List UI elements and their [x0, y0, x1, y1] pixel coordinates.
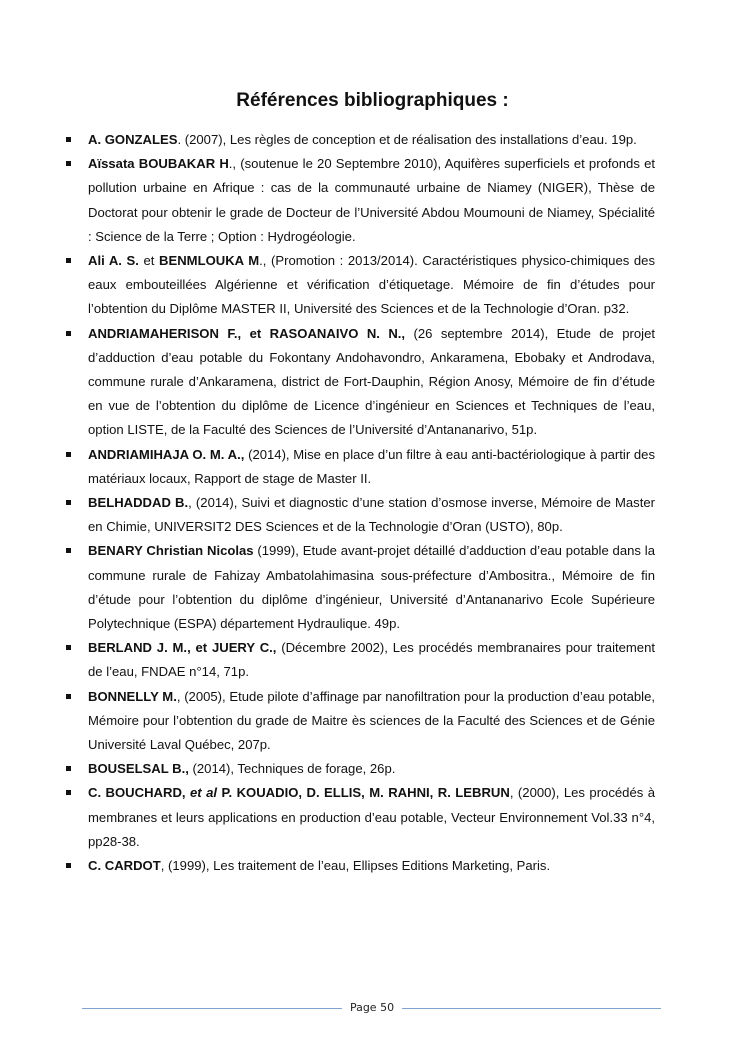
reference-author: BENARY Christian Nicolas: [88, 543, 254, 559]
reference-author: BELHADDAD B.: [88, 495, 189, 511]
reference-item: [65, 636, 655, 684]
reference-author: ANDRIAMIHAJA O. M. A.,: [88, 446, 245, 462]
reference-text: , (2005), Etude pilote d’affinage par nanofiltration pour la production d’eau potable, Mémoire pour l’obtention du grade de Maitre ès sciences de la Faculté des Sciences et de Génie Université Laval Québec, 207p.: [88, 688, 655, 753]
reference-text: ., (soutenue le 20 Septembre 2010), Aquifères superficiels et profonds et pollution urbaine en Afrique : cas de la communauté urbaine de Niamey (NIGER), Thèse de Doctorat pour obtenir le grade de Docteur de l’Université Abdou Moumouni de Niamey, Spécialité : Science de la Terre ; Option : Hydrogéologie.: [88, 156, 655, 244]
bullet-square-icon: [66, 137, 71, 142]
reference-author: BOUSELSAL B.,: [88, 761, 189, 777]
reference-item: [65, 491, 655, 539]
reference-item: [65, 443, 655, 491]
bullet-square-icon: [66, 452, 71, 457]
reference-text: (2014), Mise en place d’un filtre à eau anti-bactériologique à partir des matériaux locaux, Rapport de stage de Master II.: [88, 446, 656, 486]
bullet-square-icon: [66, 161, 71, 166]
page-title: Références bibliographiques :: [236, 90, 509, 111]
bullet-square-icon: [66, 790, 71, 795]
reference-author: A. GONZALES: [88, 132, 178, 147]
reference-author: C. CARDOT: [88, 858, 161, 874]
bullet-square-icon: [66, 766, 71, 771]
reference-author: C. BOUCHARD,: [88, 785, 190, 801]
bullet-square-icon: [66, 331, 71, 336]
reference-list: [65, 128, 655, 878]
reference-author: Ali A. S.: [88, 253, 139, 269]
reference-item: [65, 539, 655, 636]
reference-item: [65, 854, 655, 878]
reference-text: (Décembre 2002), Les procédés membranaires pour traitement de l’eau, FNDAE n°14, 71p.: [88, 640, 656, 680]
reference-item: [65, 781, 655, 854]
reference-author: ANDRIAMAHERISON F., et RASOANAIVO N. N.,: [88, 325, 406, 341]
page-footer: [0, 999, 745, 1019]
reference-text: (26 septembre 2014), Etude de projet d’adduction d’eau potable du Fokontany Andohavondro, Ankaramena, Ebobaky et Androdava, commune rurale d’Ankaramena, district de Fort-Dauphin, Région Anosy, Mémoire de fin d’étude en vue de l’obtention du diplôme de Licence d’ingénieur en Sciences et Techniques de l’eau, option LISTE, de la Faculté des Sciences de l’Université d’Antananarivo, 51p.: [88, 325, 656, 438]
page-number: Page 50: [349, 1001, 395, 1014]
reference-item: [65, 249, 655, 322]
reference-text: . (2007), Les règles de conception et de réalisation des installations d’eau. 19p.: [177, 132, 637, 147]
reference-item: [65, 757, 655, 781]
reference-item: [65, 128, 655, 152]
reference-text: , (2014), Suivi et diagnostic d’une station d’osmose inverse, Mémoire de Master en Chimie, UNIVERSIT2 DES Sciences et de la Technologie d’Oran (USTO), 80p.: [88, 495, 655, 535]
bullet-square-icon: [66, 645, 71, 650]
reference-author: Aïssata BOUBAKAR H: [88, 156, 229, 172]
footer-divider-right: [402, 1008, 661, 1009]
reference-item: [65, 685, 655, 758]
reference-item: [65, 152, 655, 249]
bullet-square-icon: [66, 863, 71, 868]
reference-text: (1999), Etude avant-projet détaillé d’adduction d’eau potable dans la commune rurale de Fahizay Ambatolahimasina sous-préfecture d’Ambositra., Mémoire de fin d’étude pour l’obtention du diplôme d’ingénieur, Université d’Antananarivo Ecole Supérieure Polytechnique (ESPA) département Hydraulique. 49p.: [88, 543, 655, 632]
reference-author-italic: et al: [190, 785, 218, 801]
bullet-square-icon: [66, 258, 71, 263]
reference-author: BERLAND J. M., et JUERY C.,: [88, 640, 277, 656]
reference-text: , (1999), Les traitement de l’eau, Ellipses Editions Marketing, Paris.: [160, 858, 551, 874]
footer-divider-left: [82, 1008, 342, 1009]
reference-author: BONNELLY M.: [88, 688, 177, 704]
reference-text: , (2000), Les procédés à membranes et leurs applications en production d’eau potable, Vecteur Environnement Vol.33 n°4, pp28-38.: [88, 785, 655, 849]
reference-item: [65, 322, 655, 443]
reference-text: ., (Promotion : 2013/2014). Caractéristiques physico-chimiques des eaux embouteillées Algérienne et vérification d’étiquetage. Mémoire de fin d’études pour l’obtention du Diplôme MASTER II, Université des Sciences et de la Technologie d’Oran. p32.: [88, 253, 655, 317]
reference-author-second: P. KOUADIO, D. ELLIS, M. RAHNI, R. LEBRUN: [217, 785, 510, 801]
bullet-square-icon: [66, 500, 71, 505]
bullet-square-icon: [66, 548, 71, 553]
reference-text: (2014), Techniques de forage, 26p.: [188, 761, 396, 777]
bullet-square-icon: [66, 694, 71, 699]
reference-connector: et: [138, 253, 160, 269]
reference-author-second: BENMLOUKA M: [159, 253, 260, 269]
